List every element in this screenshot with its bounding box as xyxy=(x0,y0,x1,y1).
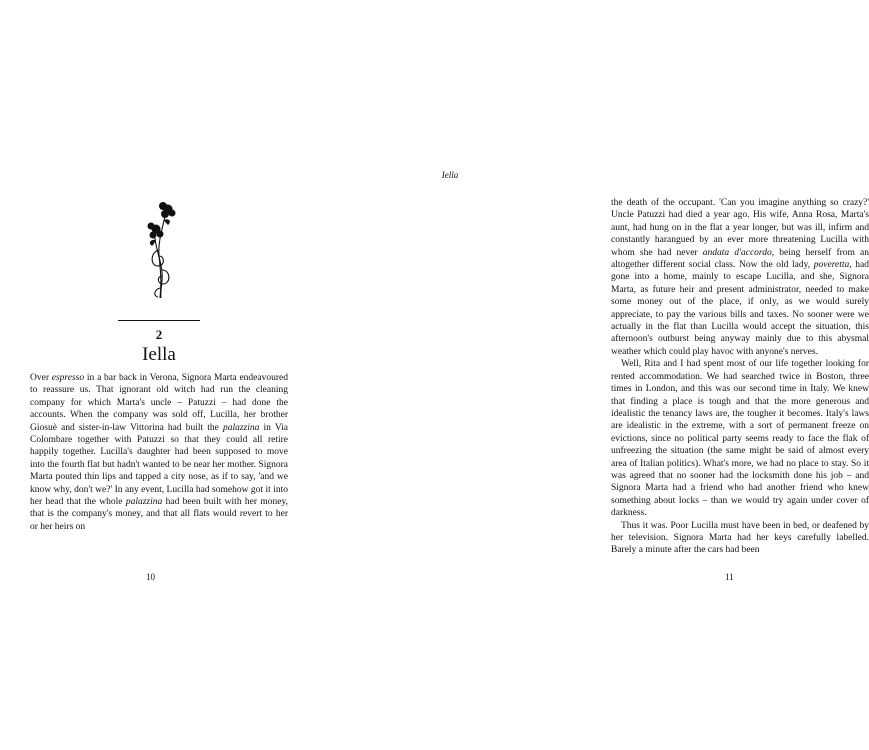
right-page-text xyxy=(611,197,869,557)
text-run: the death of the occupant. 'Can you imagine anything so crazy?' Uncle Patuzzi had died a year ago. His wife, Anna Rosa, Marta's aunt, had hung on in the flat a year longer, but was ill, infirm and constantly harangued by an ever more threatening Lucilla with whom she had never xyxy=(611,198,869,258)
right-page xyxy=(300,0,869,750)
left-page xyxy=(0,0,300,750)
italic-text: palazzina xyxy=(222,422,260,433)
text-run: Well, Rita and I had spent most of our life together looking for rented accommodation. We had searched twice in Boston, three times in London, and this was our second time in Italy. We knew that finding a place is tough and that the more generous and idealistic the tenancy laws are, the tougher it becomes. Italy's laws are idealistic in the extreme, with a sort of permanent freeze on evictions, since no political party seems ready to face the flak of unfreezing the situation (the same might be said of almost every area of Italian politics). What's more, we had no place to stay. So it was agreed that no sooner had the locksmith done his job – and Signora Marta had a friend who had another friend who knew something about locks – than we would try again under cover of darkness. xyxy=(611,359,869,519)
page-number-left: 10 xyxy=(146,572,155,582)
floral-ornament-icon xyxy=(138,200,184,300)
text-run: in a bar back in Verona, Signora Marta endeavoured to reassure us. That ignorant old witch had run the cleaning company for which Marta's uncle – Patuzzi – had done the accounts. When the company was sold off, Lucilla, her brother Giosuè and sister-in-law Vittorina had built the xyxy=(30,373,288,433)
text-run: Thus it was. Poor Lucilla must have been in bed, or deafened by her television. Signora Marta had her keys carefully labelled. Barely a minute after the cars had been xyxy=(611,520,869,556)
page-number-right: 11 xyxy=(725,572,734,582)
italic-text: espresso xyxy=(51,373,85,383)
italic-text: andata d'accordo xyxy=(702,247,772,258)
italic-text: palazzina xyxy=(125,497,163,508)
paragraph xyxy=(611,197,869,358)
paragraph xyxy=(30,372,288,533)
italic-text: poveretta xyxy=(813,260,850,271)
text-run: in Via Colombare together with Patuzzi so that they could all retire happily together. Lucilla's daughter had been supposed to move into the fourth flat but hadn't wanted to be near her mother. Signora Marta pouted thin lips and tapped a city nose, as if to say, 'and we know why, don't we?' In any event, Lucilla had somehow got it into her head that the whole xyxy=(30,422,288,508)
left-page-text xyxy=(30,372,288,533)
text-run: , being herself from an altogether different social class. Now the old lady, xyxy=(611,247,869,271)
paragraph xyxy=(611,358,869,519)
text-run: had been built with her money, that is the company's money, and that all flats would revert to her or her heirs on xyxy=(30,497,288,532)
chapter-divider xyxy=(118,320,200,321)
paragraph xyxy=(611,520,869,557)
chapter-number: 2 xyxy=(155,327,163,342)
chapter-title: Iella xyxy=(142,344,176,365)
text-run: , had gone into a home, mainly to escape Lucilla, and she, Signora Marta, as future heir and present administrator, needed to make some money out of the place, if only, as we would surely appreciate, to pay the various bills and taxes. No sooner were we actually in the flat than Lucilla would accept the situation, this afternoon's outburst being anyway mainly due to this abysmal weather which could play havoc with anyone's nerves. xyxy=(611,260,869,357)
running-head: Iella xyxy=(441,170,459,180)
text-run: Over xyxy=(30,373,52,383)
